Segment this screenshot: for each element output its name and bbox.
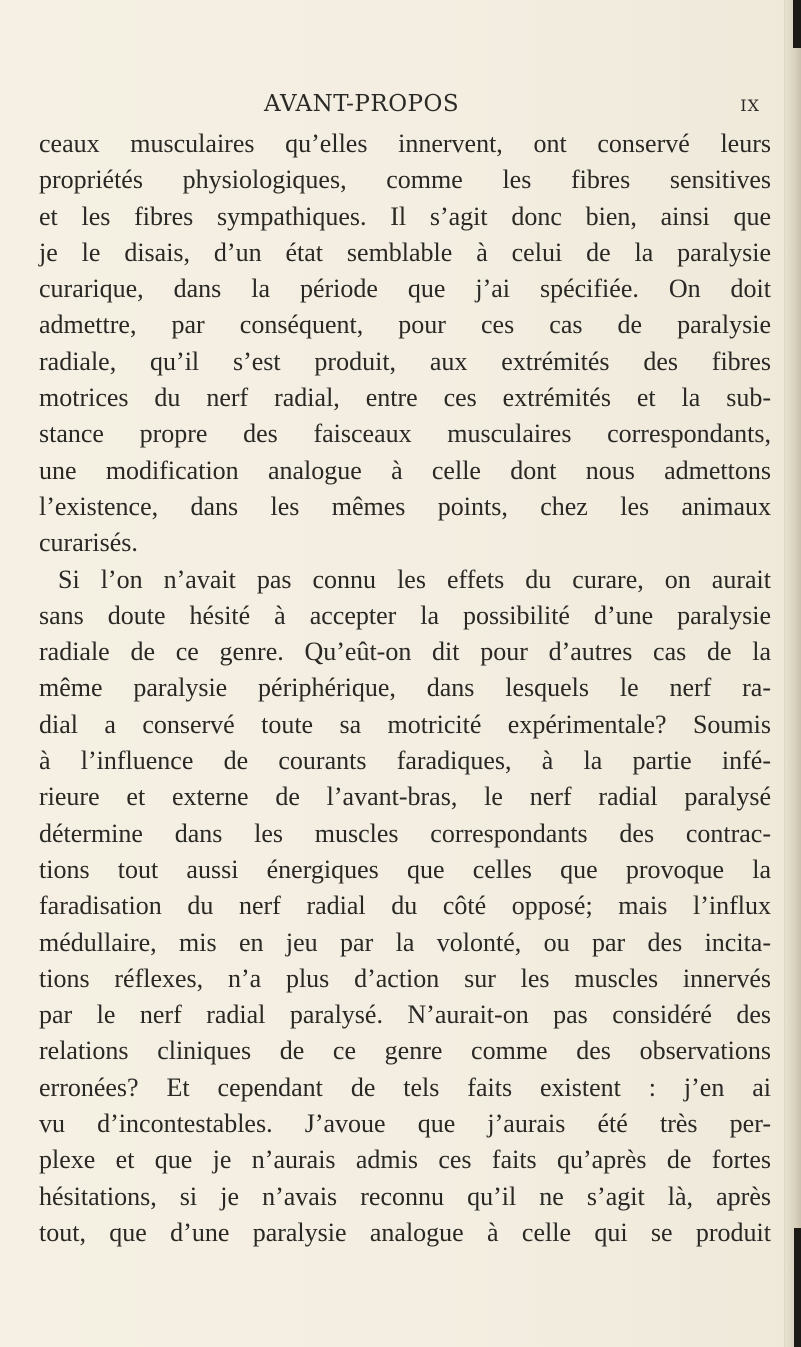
edge-mark (794, 1228, 801, 1347)
text-line: hésitations, si je n’avais reconnu qu’il ne s’agit là, après (39, 1181, 771, 1211)
text-line: et les fibres sympathiques. Il s’agit donc bien, ainsi que (39, 201, 771, 231)
text-line: rieure et externe de l’avant-bras, le nerf radial paralysé (39, 782, 771, 812)
text-line: curarique, dans la période que j’ai spécifiée. On doit (39, 274, 771, 304)
text-line: motrices du nerf radial, entre ces extrémités et la sub- (39, 383, 771, 413)
text-line: l’existence, dans les mêmes points, chez les animaux (39, 491, 771, 521)
text-line: tions tout aussi énergiques que celles que provoque la (39, 854, 771, 884)
text-line: curarisés. (39, 528, 138, 558)
text-line: tions réflexes, n’a plus d’action sur les muscles innervés (39, 963, 771, 993)
text-line: stance propre des faisceaux musculaires correspondants, (39, 419, 771, 449)
text-line: ceaux musculaires qu’elles innervent, ont conservé leurs (39, 129, 771, 158)
text-line: dial a conservé toute sa motricité expérimentale? Soumis (39, 709, 771, 739)
text-line: tout, que d’une paralysie analogue à celle qui se produit (39, 1217, 771, 1247)
running-head (40, 91, 770, 123)
text-line: même paralysie périphérique, dans lesquels le nerf ra- (39, 673, 771, 703)
text-line: médullaire, mis en jeu par la volonté, ou par des incita- (39, 927, 771, 957)
page-number: IX (740, 96, 760, 115)
text-line: faradisation du nerf radial du côté opposé; mais l’influx (39, 891, 771, 921)
text-line: détermine dans les muscles correspondants des contrac- (39, 818, 771, 848)
text-line: vu d’incontestables. J’avoue que j’aurais été très per- (39, 1109, 771, 1139)
text-line: relations cliniques de ce genre comme des observations (39, 1036, 771, 1066)
text-line: une modification analogue à celle dont nous admettons (39, 455, 771, 485)
page-edge (784, 0, 801, 1347)
text-line: par le nerf radial paralysé. N’aurait-on pas considéré des (39, 1000, 771, 1030)
text-line: sans doute hésité à accepter la possibilité d’une paralysie (39, 600, 771, 630)
text-line: Si l’on n’avait pas connu les effets du curare, on aurait (58, 564, 771, 594)
text-line: à l’influence de courants faradiques, à la partie infé- (39, 746, 771, 776)
body-text (39, 126, 771, 1251)
text-line: radiale de ce genre. Qu’eût-on dit pour d’autres cas de la (39, 637, 771, 667)
text-line: radiale, qu’il s’est produit, aux extrémités des fibres (39, 346, 771, 376)
running-title: AVANT-PROPOS (264, 91, 460, 117)
text-line: admettre, par conséquent, pour ces cas de paralysie (39, 310, 771, 340)
edge-mark (793, 0, 801, 48)
text-line: erronées? Et cependant de tels faits existent : j’en ai (39, 1072, 771, 1102)
text-line: propriétés physiologiques, comme les fibres sensitives (39, 165, 771, 195)
text-line: plexe et que je n’aurais admis ces faits qu’après de fortes (39, 1145, 771, 1175)
text-line: je le disais, d’un état semblable à celui de la paralysie (39, 237, 771, 267)
